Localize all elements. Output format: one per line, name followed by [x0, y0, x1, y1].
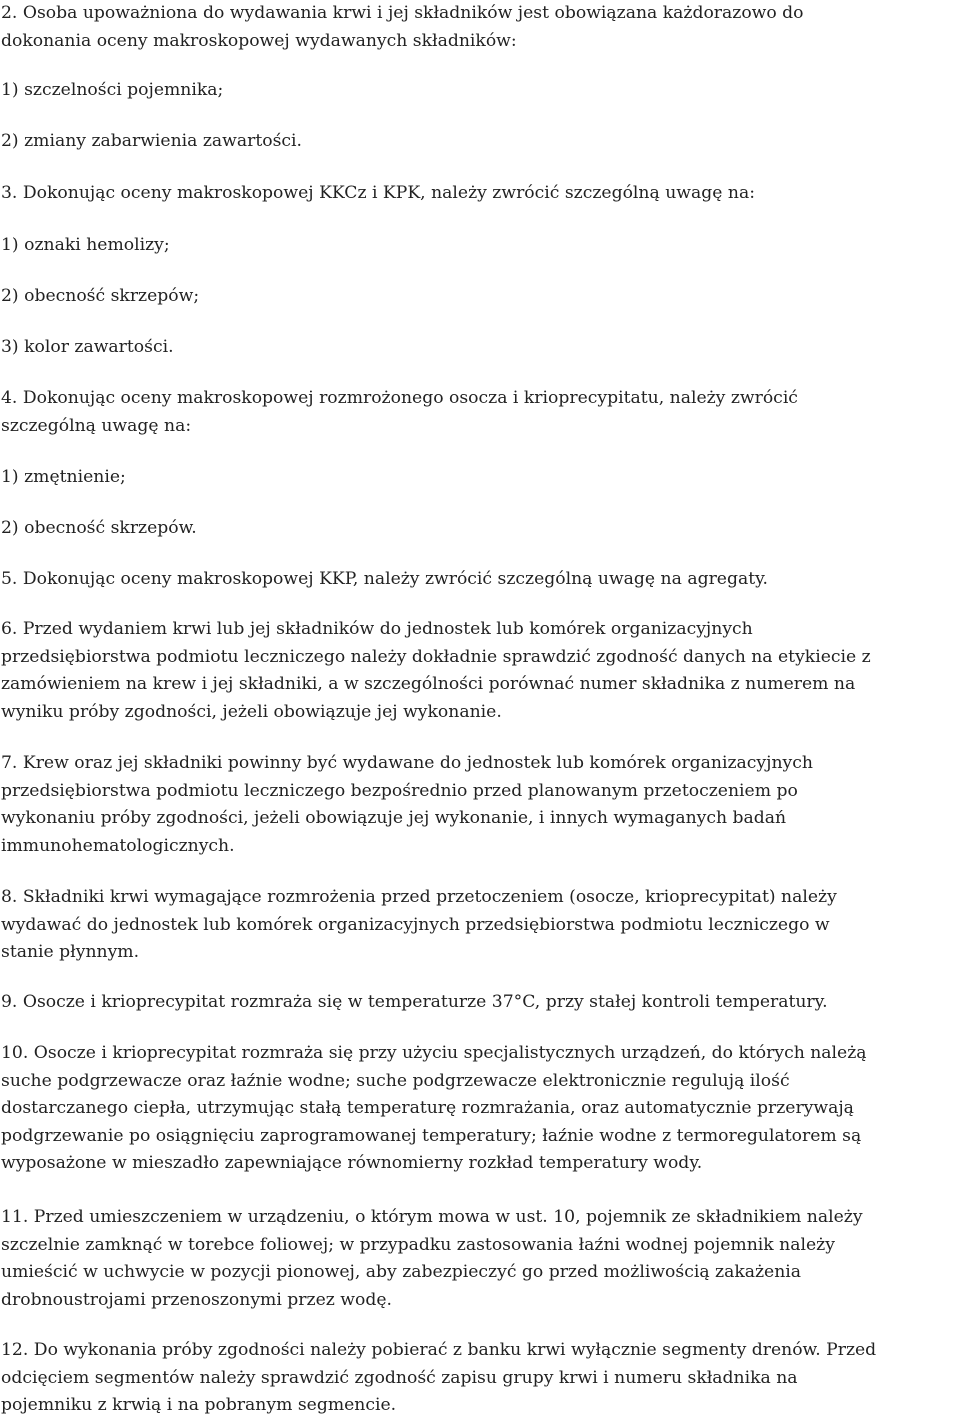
text-line: 10. Osocze i krioprecypitat rozmraża się przy użyciu specjalistycznych urządzeń, do których należą: [1, 1043, 867, 1063]
text-line: 3. Dokonując oceny makroskopowej KKCz i KPK, należy zwrócić szczególną uwagę na:: [1, 183, 755, 203]
list-item: [1, 128, 959, 156]
text-line: 2. Osoba upoważniona do wydawania krwi i jej składników jest obowiązana każdorazowo do: [1, 3, 804, 23]
paragraph-12: [1, 1337, 959, 1420]
paragraph-9: [1, 989, 959, 1017]
paragraph-11: [1, 1204, 959, 1314]
text-line: 2) zmiany zabarwienia zawartości.: [1, 131, 303, 151]
list-item: [1, 77, 959, 105]
paragraph-7: [1, 750, 959, 860]
text-line: 4. Dokonując oceny makroskopowej rozmrożonego osocza i krioprecypitatu, należy zwrócić: [1, 388, 798, 408]
text-line: 3) kolor zawartości.: [1, 337, 174, 357]
text-line: 7. Krew oraz jej składniki powinny być wydawane do jednostek lub komórek organizacyjnych: [1, 753, 813, 773]
text-line: szczelnie zamknąć w torebce foliowej; w przypadku zastosowania łaźni wodnej pojemnik należy: [1, 1234, 835, 1255]
paragraph-5: [1, 566, 959, 594]
text-line: 12. Do wykonania próby zgodności należy pobierać z banku krwi wyłącznie segmenty drenów. Przed: [1, 1340, 877, 1360]
text-line: wykonaniu próby zgodności, jeżeli obowiązuje jej wykonanie, i innych wymaganych badań: [1, 808, 787, 829]
text-line: szczególną uwagę na:: [1, 415, 192, 436]
text-line: pojemniku z krwią i na pobranym segmencie.: [1, 1395, 397, 1416]
text-line: wyniku próby zgodności, jeżeli obowiązuje jej wykonanie.: [1, 701, 502, 722]
text-line: stanie płynnym.: [1, 942, 140, 963]
text-line: 1) szczelności pojemnika;: [1, 80, 224, 100]
text-line: przedsiębiorstwa podmiotu leczniczego należy dokładnie sprawdzić zgodność danych na etykiecie z: [1, 646, 871, 667]
text-line: zamówieniem na krew i jej składniki, a w szczególności porównać numer składnika z numerem na: [1, 674, 856, 695]
list-item: [1, 464, 959, 492]
list-item: [1, 334, 959, 362]
text-line: wyposażone w mieszadło zapewniające równomierny rozkład temperatury wody.: [1, 1153, 703, 1174]
text-line: 1) zmętnienie;: [1, 467, 126, 487]
text-line: drobnoustrojami przenoszonymi przez wodę.: [1, 1289, 392, 1310]
text-line: dokonania oceny makroskopowej wydawanych składników:: [1, 30, 517, 51]
text-line: wydawać do jednostek lub komórek organizacyjnych przedsiębiorstwa podmiotu leczniczego w: [1, 914, 830, 935]
text-line: dostarczanego ciepła, utrzymując stałą temperaturę rozmrażania, oraz automatycznie przerywają: [1, 1098, 854, 1119]
paragraph-4: [1, 385, 959, 440]
text-line: 11. Przed umieszczeniem w urządzeniu, o którym mowa w ust. 10, pojemnik ze składnikiem należy: [1, 1207, 863, 1227]
text-line: 1) oznaki hemolizy;: [1, 235, 170, 255]
paragraph-8: [1, 884, 959, 967]
text-line: immunohematologicznych.: [1, 835, 235, 856]
text-line: odcięciem segmentów należy sprawdzić zgodność zapisu grupy krwi i numeru składnika na: [1, 1367, 798, 1388]
text-line: 6. Przed wydaniem krwi lub jej składników do jednostek lub komórek organizacyjnych: [1, 619, 753, 639]
text-line: 2) obecność skrzepów;: [1, 286, 200, 306]
list-item: [1, 283, 959, 311]
text-line: 8. Składniki krwi wymagające rozmrożenia przed przetoczeniem (osocze, krioprecypitat) należy: [1, 887, 837, 907]
paragraph-3: [1, 180, 959, 208]
list-item: [1, 515, 959, 543]
text-line: umieścić w uchwycie w pozycji pionowej, aby zabezpieczyć go przed możliwością zakażenia: [1, 1262, 802, 1283]
paragraph-10: [1, 1040, 959, 1178]
text-line: przedsiębiorstwa podmiotu leczniczego bezpośrednio przed planowanym przetoczeniem po: [1, 780, 798, 801]
text-line: 2) obecność skrzepów.: [1, 518, 197, 538]
text-line: 9. Osocze i krioprecypitat rozmraża się w temperaturze 37°C, przy stałej kontroli temperatury.: [1, 992, 828, 1012]
text-line: suche podgrzewacze oraz łaźnie wodne; suche podgrzewacze elektronicznie regulują ilość: [1, 1070, 790, 1091]
text-line: 5. Dokonując oceny makroskopowej KKP, należy zwrócić szczególną uwagę na agregaty.: [1, 569, 769, 589]
paragraph-2: [1, 0, 959, 55]
paragraph-6: [1, 616, 959, 726]
list-item: [1, 232, 959, 260]
text-line: podgrzewanie po osiągnięciu zaprogramowanej temperatury; łaźnie wodne z termoregulatorem są: [1, 1125, 862, 1146]
